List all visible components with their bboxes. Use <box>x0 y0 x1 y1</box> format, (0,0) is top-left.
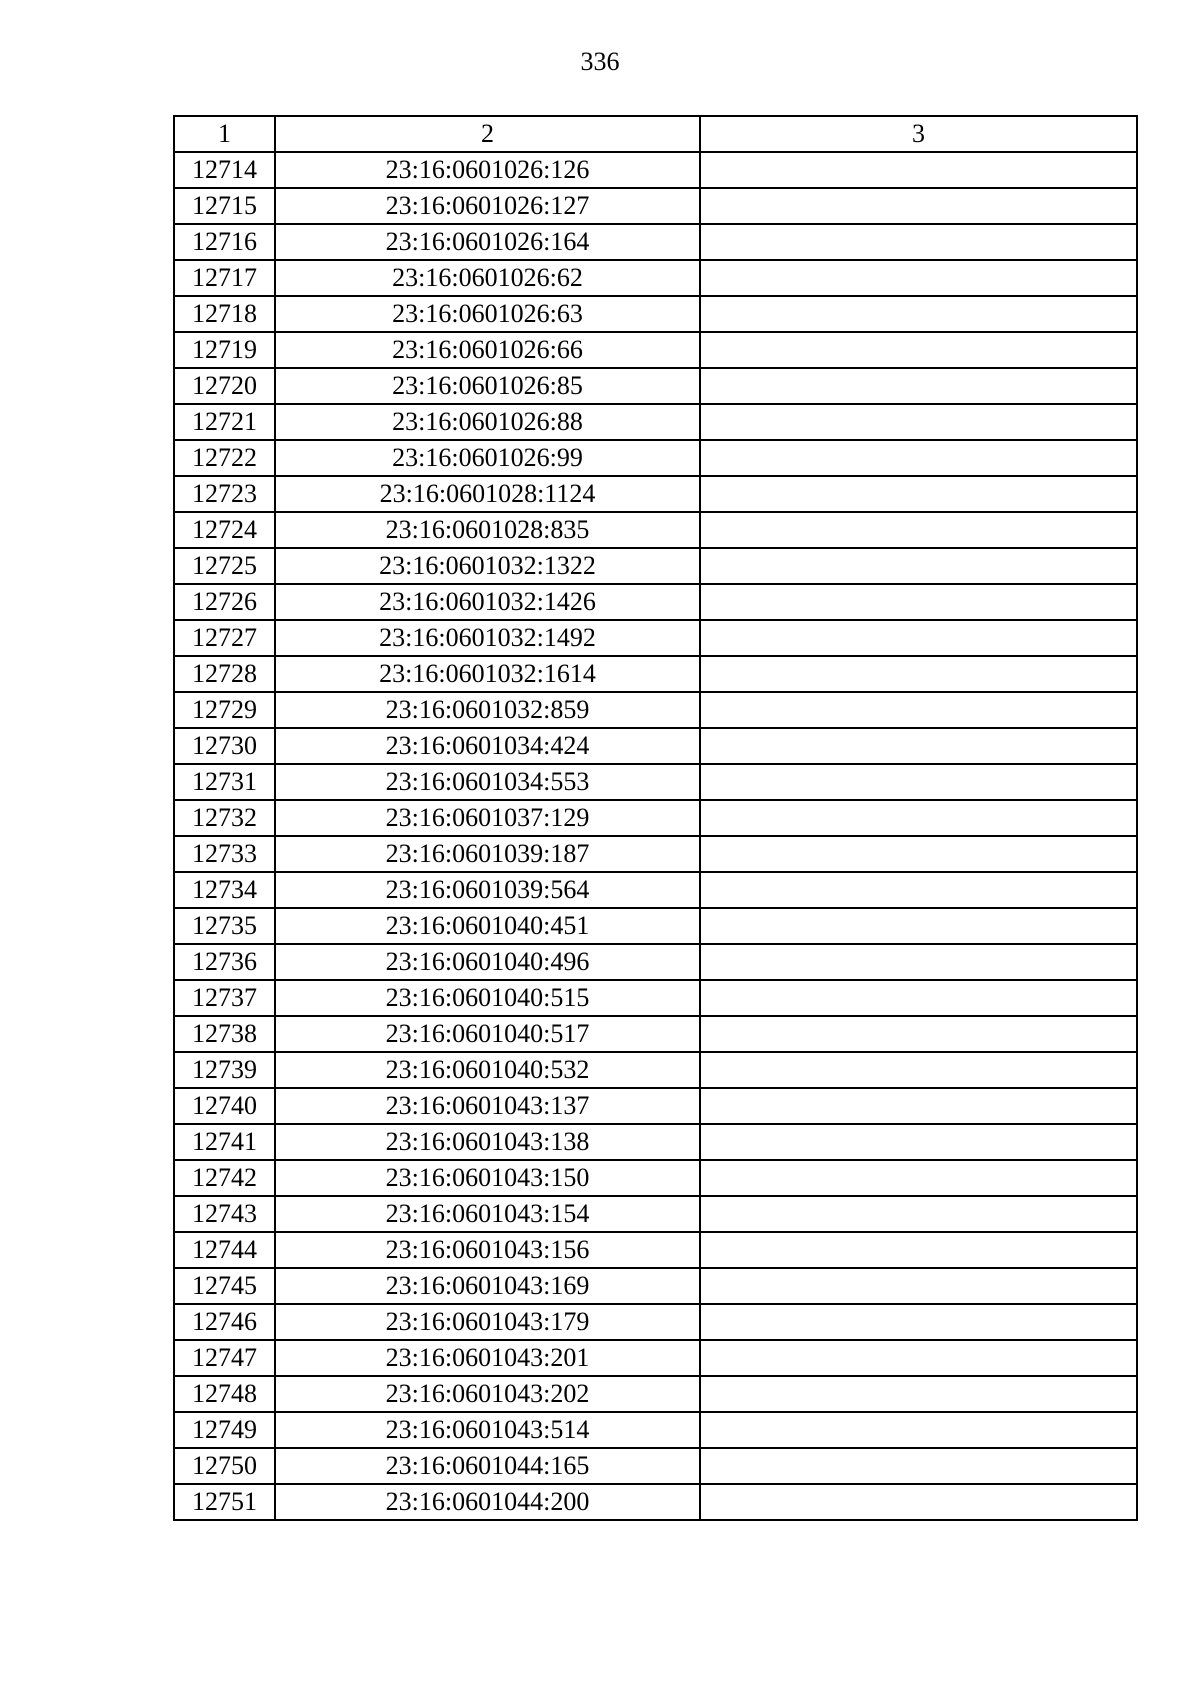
cadastral-number-cell: 23:16:0601044:200 <box>275 1484 700 1520</box>
row-number-cell: 12723 <box>174 476 275 512</box>
row-number-cell: 12745 <box>174 1268 275 1304</box>
row-number-cell: 12743 <box>174 1196 275 1232</box>
table-row <box>174 1304 1137 1340</box>
row-number-cell: 12722 <box>174 440 275 476</box>
cadastral-number-cell: 23:16:0601043:150 <box>275 1160 700 1196</box>
column-header-1: 1 <box>174 116 275 152</box>
notes-cell <box>700 1268 1137 1304</box>
cadastral-number-cell: 23:16:0601043:179 <box>275 1304 700 1340</box>
notes-cell <box>700 1484 1137 1520</box>
row-number-cell: 12740 <box>174 1088 275 1124</box>
row-number-cell: 12719 <box>174 332 275 368</box>
row-number-cell: 12716 <box>174 224 275 260</box>
cadastral-number-cell: 23:16:0601040:532 <box>275 1052 700 1088</box>
row-number-cell: 12750 <box>174 1448 275 1484</box>
notes-cell <box>700 440 1137 476</box>
table-row <box>174 476 1137 512</box>
cadastral-number-cell: 23:16:0601026:63 <box>275 296 700 332</box>
cadastral-number-cell: 23:16:0601032:1426 <box>275 584 700 620</box>
table-row <box>174 1160 1137 1196</box>
table-row <box>174 224 1137 260</box>
row-number-cell: 12717 <box>174 260 275 296</box>
table-row <box>174 368 1137 404</box>
table-row <box>174 1124 1137 1160</box>
cadastral-number-cell: 23:16:0601040:496 <box>275 944 700 980</box>
notes-cell <box>700 404 1137 440</box>
notes-cell <box>700 1376 1137 1412</box>
cadastral-number-cell: 23:16:0601043:201 <box>275 1340 700 1376</box>
table-row <box>174 188 1137 224</box>
notes-cell <box>700 656 1137 692</box>
table-row <box>174 440 1137 476</box>
table-row <box>174 620 1137 656</box>
table-row <box>174 908 1137 944</box>
cadastral-number-cell: 23:16:0601043:138 <box>275 1124 700 1160</box>
notes-cell <box>700 368 1137 404</box>
table-row <box>174 872 1137 908</box>
cadastral-number-cell: 23:16:0601039:187 <box>275 836 700 872</box>
row-number-cell: 12748 <box>174 1376 275 1412</box>
cadastral-number-cell: 23:16:0601032:1614 <box>275 656 700 692</box>
cadastral-number-cell: 23:16:0601026:88 <box>275 404 700 440</box>
row-number-cell: 12734 <box>174 872 275 908</box>
row-number-cell: 12729 <box>174 692 275 728</box>
cadastral-number-cell: 23:16:0601043:169 <box>275 1268 700 1304</box>
table-row <box>174 764 1137 800</box>
notes-cell <box>700 1304 1137 1340</box>
notes-cell <box>700 584 1137 620</box>
row-number-cell: 12715 <box>174 188 275 224</box>
table-row <box>174 1484 1137 1520</box>
notes-cell <box>700 152 1137 188</box>
notes-cell <box>700 1160 1137 1196</box>
notes-cell <box>700 872 1137 908</box>
cadastral-number-cell: 23:16:0601040:517 <box>275 1016 700 1052</box>
row-number-cell: 12736 <box>174 944 275 980</box>
column-header-2: 2 <box>275 116 700 152</box>
column-header-3: 3 <box>700 116 1137 152</box>
row-number-cell: 12728 <box>174 656 275 692</box>
table-row <box>174 1448 1137 1484</box>
table-row <box>174 656 1137 692</box>
cadastral-number-cell: 23:16:0601026:99 <box>275 440 700 476</box>
table-row <box>174 1052 1137 1088</box>
row-number-cell: 12744 <box>174 1232 275 1268</box>
cadastral-number-cell: 23:16:0601028:1124 <box>275 476 700 512</box>
table-row <box>174 1268 1137 1304</box>
row-number-cell: 12727 <box>174 620 275 656</box>
cadastral-number-cell: 23:16:0601043:514 <box>275 1412 700 1448</box>
table-row <box>174 800 1137 836</box>
table-row <box>174 296 1137 332</box>
notes-cell <box>700 1232 1137 1268</box>
cadastral-number-cell: 23:16:0601044:165 <box>275 1448 700 1484</box>
notes-cell <box>700 512 1137 548</box>
notes-cell <box>700 1124 1137 1160</box>
row-number-cell: 12735 <box>174 908 275 944</box>
table-row <box>174 404 1137 440</box>
table-row <box>174 584 1137 620</box>
row-number-cell: 12732 <box>174 800 275 836</box>
row-number-cell: 12737 <box>174 980 275 1016</box>
cadastral-number-cell: 23:16:0601043:202 <box>275 1376 700 1412</box>
cadastral-number-cell: 23:16:0601040:515 <box>275 980 700 1016</box>
cadastral-number-cell: 23:16:0601037:129 <box>275 800 700 836</box>
table-row <box>174 1412 1137 1448</box>
row-number-cell: 12746 <box>174 1304 275 1340</box>
row-number-cell: 12733 <box>174 836 275 872</box>
row-number-cell: 12731 <box>174 764 275 800</box>
table-row <box>174 512 1137 548</box>
cadastral-number-cell: 23:16:0601026:85 <box>275 368 700 404</box>
table-row <box>174 548 1137 584</box>
notes-cell <box>700 476 1137 512</box>
row-number-cell: 12739 <box>174 1052 275 1088</box>
notes-cell <box>700 692 1137 728</box>
table-row <box>174 1232 1137 1268</box>
notes-cell <box>700 260 1137 296</box>
table-row <box>174 1016 1137 1052</box>
row-number-cell: 12751 <box>174 1484 275 1520</box>
table-row <box>174 152 1137 188</box>
cadastral-number-cell: 23:16:0601032:859 <box>275 692 700 728</box>
table-row <box>174 980 1137 1016</box>
notes-cell <box>700 1016 1137 1052</box>
row-number-cell: 12721 <box>174 404 275 440</box>
notes-cell <box>700 1088 1137 1124</box>
notes-cell <box>700 1196 1137 1232</box>
notes-cell <box>700 728 1137 764</box>
notes-cell <box>700 800 1137 836</box>
table-row <box>174 1340 1137 1376</box>
table-row <box>174 260 1137 296</box>
row-number-cell: 12738 <box>174 1016 275 1052</box>
table-row <box>174 1376 1137 1412</box>
notes-cell <box>700 296 1137 332</box>
table-row <box>174 836 1137 872</box>
notes-cell <box>700 332 1137 368</box>
row-number-cell: 12718 <box>174 296 275 332</box>
notes-cell <box>700 1412 1137 1448</box>
table-row <box>174 944 1137 980</box>
cadastral-number-cell: 23:16:0601026:164 <box>275 224 700 260</box>
cadastral-number-cell: 23:16:0601026:126 <box>275 152 700 188</box>
cadastral-number-cell: 23:16:0601043:156 <box>275 1232 700 1268</box>
row-number-cell: 12724 <box>174 512 275 548</box>
notes-cell <box>700 224 1137 260</box>
notes-cell <box>700 944 1137 980</box>
notes-cell <box>700 980 1137 1016</box>
row-number-cell: 12742 <box>174 1160 275 1196</box>
row-number-cell: 12730 <box>174 728 275 764</box>
notes-cell <box>700 836 1137 872</box>
notes-cell <box>700 1448 1137 1484</box>
cadastral-number-cell: 23:16:0601028:835 <box>275 512 700 548</box>
cadastral-number-cell: 23:16:0601026:127 <box>275 188 700 224</box>
registry-table <box>173 115 1138 1521</box>
notes-cell <box>700 1340 1137 1376</box>
notes-cell <box>700 908 1137 944</box>
row-number-cell: 12741 <box>174 1124 275 1160</box>
notes-cell <box>700 764 1137 800</box>
table-row <box>174 728 1137 764</box>
cadastral-number-cell: 23:16:0601039:564 <box>275 872 700 908</box>
table-row <box>174 1196 1137 1232</box>
cadastral-number-cell: 23:16:0601034:553 <box>275 764 700 800</box>
table-row <box>174 332 1137 368</box>
cadastral-number-cell: 23:16:0601032:1322 <box>275 548 700 584</box>
row-number-cell: 12749 <box>174 1412 275 1448</box>
page-number: 336 <box>580 47 620 76</box>
cadastral-number-cell: 23:16:0601026:62 <box>275 260 700 296</box>
notes-cell <box>700 548 1137 584</box>
notes-cell <box>700 1052 1137 1088</box>
cadastral-number-cell: 23:16:0601034:424 <box>275 728 700 764</box>
table-row <box>174 1088 1137 1124</box>
row-number-cell: 12714 <box>174 152 275 188</box>
cadastral-number-cell: 23:16:0601026:66 <box>275 332 700 368</box>
cadastral-number-cell: 23:16:0601040:451 <box>275 908 700 944</box>
cadastral-number-cell: 23:16:0601043:137 <box>275 1088 700 1124</box>
row-number-cell: 12747 <box>174 1340 275 1376</box>
row-number-cell: 12725 <box>174 548 275 584</box>
notes-cell <box>700 620 1137 656</box>
notes-cell <box>700 188 1137 224</box>
table-header-row <box>174 116 1137 152</box>
table-body <box>174 152 1137 1520</box>
cadastral-number-cell: 23:16:0601032:1492 <box>275 620 700 656</box>
cadastral-number-cell: 23:16:0601043:154 <box>275 1196 700 1232</box>
table-row <box>174 692 1137 728</box>
row-number-cell: 12726 <box>174 584 275 620</box>
row-number-cell: 12720 <box>174 368 275 404</box>
